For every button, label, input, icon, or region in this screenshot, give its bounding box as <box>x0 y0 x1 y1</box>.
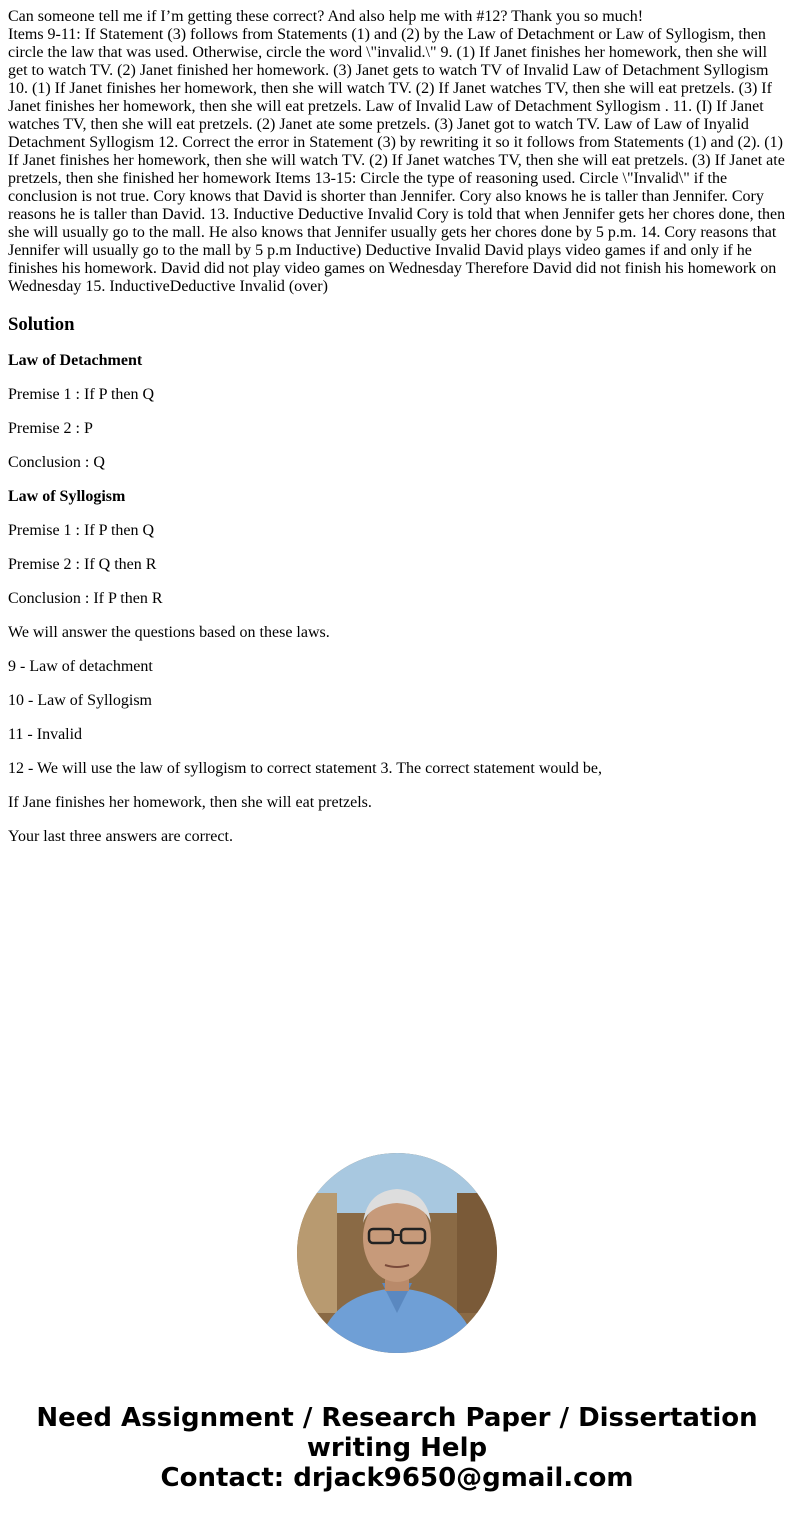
detachment-conclusion: Conclusion : Q <box>8 454 105 471</box>
syllogism-premise-1: Premise 1 : If P then Q <box>8 522 155 539</box>
detachment-premise-1: Premise 1 : If P then Q <box>8 386 155 403</box>
syllogism-premise-2: Premise 2 : If Q then R <box>8 556 157 573</box>
question-body: Items 9-11: If Statement (3) follows from Statements (1) and (2) by the Law of Detachment or Law of Syllogism, then circle the law that was used. Otherwise, circle the word \"invalid.\" 9. (1) If Janet finishes her homework, then she will get to watch TV. (2) Janet finished her homework. (3) Janet gets to watch TV of Invalid Law of Detachment Syllogism 10. (1) If Janet finishes her homework, then she will watch TV. (2) If Janet watches TV, then she will eat pretzels. (3) If Janet finishes her homework, then she will eat pretzels. Law of Invalid Law of Detachment Syllogism . 11. (I) If Janet watches TV, then she will eat pretzels. (2) Janet ate some pretzels. (3) Janet got to watch TV. Law of Law of Inyalid Detachment Syllogism 12. Correct the error in Statement (3) by rewriting it so it follows from Statements (1) and (2). (1) If Janet finishes her homework, then she will watch TV. (2) If Janet watches TV, then she will eat pretzels. (3) If Janet ate pretzels, then she finished her homework Items 13-15: Circle the type of reasoning used. Circle \"Invalid\" if the conclusion is not true. Cory knows that David is shorter than Jennifer. Cory also knows he is taller than Jennifer. Cory reasons he is taller than David. 13. Inductive Deductive Invalid Cory is told that when Jennifer gets her chores done, then she will usually go to the mall. He also knows that Jennifer usually gets her chores done by 5 p.m. 14. Cory reasons that Jennifer will usually go to the mall by 5 p.m Inductive) Deductive Invalid David plays video games if and only if he finishes his homework. David did not play video games on Wednesday Therefore David did not finish his homework on Wednesday 15. InductiveDeductive Invalid (over) <box>8 26 786 295</box>
solution-heading: Solution <box>8 314 75 335</box>
answer-12-statement: If Jane finishes her homework, then she will eat pretzels. <box>8 794 372 811</box>
footer-line-1: Need Assignment / Research Paper / Dissertation <box>36 1403 758 1433</box>
syllogism-heading: Law of Syllogism <box>8 488 126 505</box>
answer-9: 9 - Law of detachment <box>8 658 153 675</box>
answer-10: 10 - Law of Syllogism <box>8 692 152 709</box>
tutor-avatar <box>297 1153 497 1353</box>
syllogism-conclusion: Conclusion : If P then R <box>8 590 163 607</box>
answer-intro: We will answer the questions based on these laws. <box>8 624 330 641</box>
detachment-premise-2: Premise 2 : P <box>8 420 93 437</box>
solution-body <box>8 352 786 846</box>
footer-line-2: writing Help <box>306 1433 488 1463</box>
detachment-heading: Law of Detachment <box>8 352 143 369</box>
answer-closing: Your last three answers are correct. <box>8 828 233 845</box>
answer-11: 11 - Invalid <box>8 726 83 743</box>
answer-12: 12 - We will use the law of syllogism to correct statement 3. The correct statement would be, <box>8 760 602 777</box>
question-title: Can someone tell me if I’m getting these correct? And also help me with #12? Thank you so much! <box>8 8 644 25</box>
footer-contact: Contact: drjack9650@gmail.com <box>160 1463 634 1493</box>
question-block <box>8 8 786 296</box>
contact-footer <box>0 1403 794 1493</box>
